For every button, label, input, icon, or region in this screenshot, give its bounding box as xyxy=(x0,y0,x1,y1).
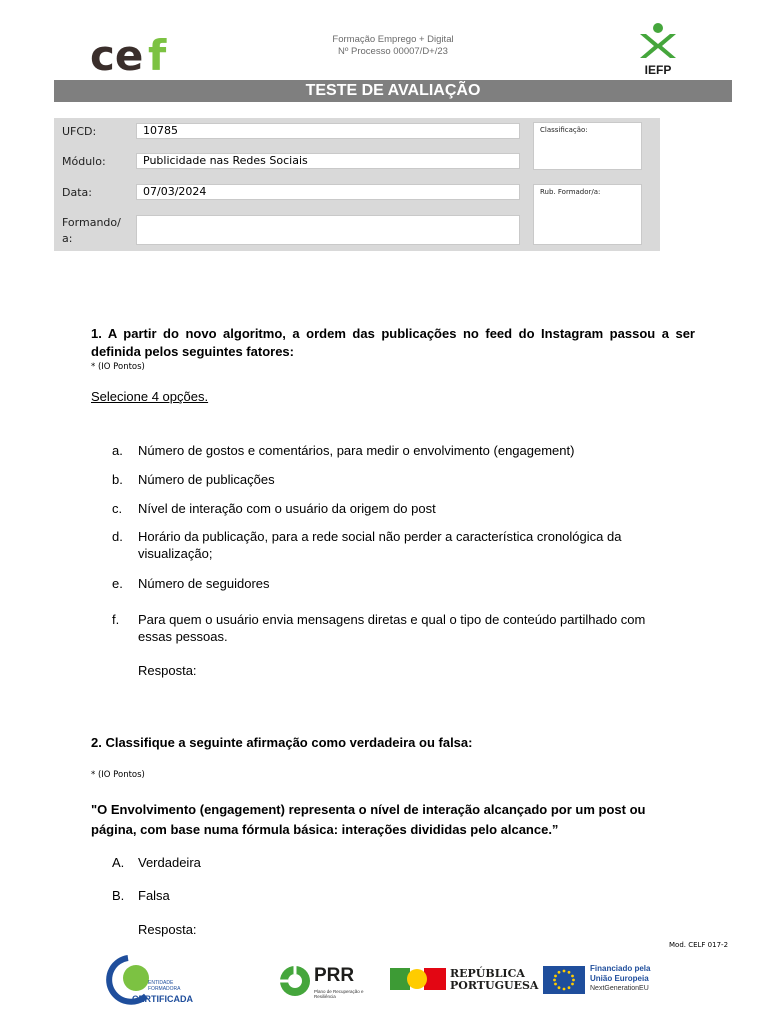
option-text: Número de publicações xyxy=(138,472,275,487)
formando-label-line1: Formando/ xyxy=(62,216,121,229)
process-number: Nº Processo 00007/D+/23 xyxy=(338,46,448,57)
option-text: Nível de interação com o usuário da origem do post xyxy=(138,501,436,516)
ufcd-label: UFCD: xyxy=(62,125,97,138)
classificacao-box[interactable] xyxy=(533,122,642,170)
question1-title-line1: 1. A partir do novo algoritmo, a ordem das publicações no feed do Instagram passou a ser xyxy=(91,326,695,341)
option-letter: c. xyxy=(112,501,123,516)
rp-line1: REPÚBLICA xyxy=(450,967,525,980)
eu-line2: União Europeia xyxy=(590,974,649,983)
formando-field[interactable] xyxy=(136,215,520,245)
question2-title: 2. Classifique a seguinte afirmação como verdadeira ou falsa: xyxy=(91,735,473,750)
eu-label xyxy=(590,964,650,984)
question2-points: * (IO Pontos) xyxy=(91,770,145,780)
republica-portuguesa-logo xyxy=(390,966,539,996)
question1-answer-label: Resposta: xyxy=(138,663,197,678)
footer-logos xyxy=(100,952,700,1006)
option-text: Falsa xyxy=(138,888,170,903)
eu-line1: Financiado pela xyxy=(590,964,651,973)
ufcd-field[interactable]: 10785 xyxy=(136,123,520,139)
formando-label-line2: a: xyxy=(62,232,73,245)
identification-box xyxy=(54,118,660,251)
certification-label: CERTIFICADA xyxy=(132,994,193,1004)
data-field[interactable]: 07/03/2024 xyxy=(136,184,520,200)
option-text: Número de seguidores xyxy=(138,576,270,591)
option-text: Para quem o usuário envia mensagens diretas e qual o tipo de conteúdo partilhado com essas pessoas. xyxy=(138,612,646,644)
eu-flag-icon xyxy=(543,966,585,994)
data-label: Data: xyxy=(62,186,92,199)
option-text: Horário da publicação, para a rede social não perder a característica cronológica da visualização; xyxy=(138,529,622,561)
certification-logo xyxy=(102,952,193,1006)
page-title: TESTE DE AVALIAÇÃO xyxy=(54,80,732,102)
eu-funding-logo xyxy=(543,964,663,996)
svg-text:f: f xyxy=(148,31,167,76)
option-text: Verdadeira xyxy=(138,855,201,870)
eu-nextgen: NextGenerationEU xyxy=(590,985,649,992)
option-letter: d. xyxy=(112,529,123,544)
question1-title-line2: definida pelos seguintes fatores: xyxy=(91,344,294,359)
iefp-label: IEFP xyxy=(644,63,672,77)
modulo-label: Módulo: xyxy=(62,155,106,168)
prr-label: PRR xyxy=(314,965,355,986)
program-name: Formação Emprego + Digital xyxy=(332,34,454,45)
option-letter: a. xyxy=(112,443,123,458)
iefp-emblem-icon xyxy=(636,22,680,60)
svg-text:ce: ce xyxy=(90,31,144,76)
program-info xyxy=(290,34,496,58)
prr-logo xyxy=(278,964,368,998)
question2-statement: "O Envolvimento (engagement) representa o nível de interação alcançado por um post ou página, com base numa fórmula básica: interações divididas pelo alcance.” xyxy=(91,802,646,837)
question1-instruction: Selecione 4 opções. xyxy=(91,389,209,404)
classificacao-label: Classificação: xyxy=(540,126,588,134)
question1-points: * (IO Pontos) xyxy=(91,362,145,372)
question2-answer-label: Resposta: xyxy=(138,922,197,937)
certification-subtitle: ENTIDADE FORMADORA xyxy=(148,980,181,992)
form-code: Mod. CELF 017-2 xyxy=(669,941,729,949)
rubrica-label: Rub. Formador/a: xyxy=(540,188,601,196)
option-letter: B. xyxy=(112,888,125,903)
celf-logo xyxy=(90,30,185,76)
option-letter: b. xyxy=(112,472,123,487)
option-text: Número de gostos e comentários, para medir o envolvimento (engagement) xyxy=(138,443,575,458)
option-letter: A. xyxy=(112,855,125,870)
rp-line2: PORTUGUESA xyxy=(450,979,539,992)
republica-portuguesa-label xyxy=(450,968,538,992)
prr-emblem-icon xyxy=(278,964,312,998)
prr-subtitle: Plano de Recuperação e Resiliência xyxy=(314,989,364,999)
portugal-flag-icon xyxy=(390,966,446,992)
option-letter: f. xyxy=(112,612,120,627)
modulo-field[interactable]: Publicidade nas Redes Sociais xyxy=(136,153,520,169)
iefp-logo xyxy=(632,22,684,78)
option-letter: e. xyxy=(112,576,123,591)
rubrica-box[interactable] xyxy=(533,184,642,245)
